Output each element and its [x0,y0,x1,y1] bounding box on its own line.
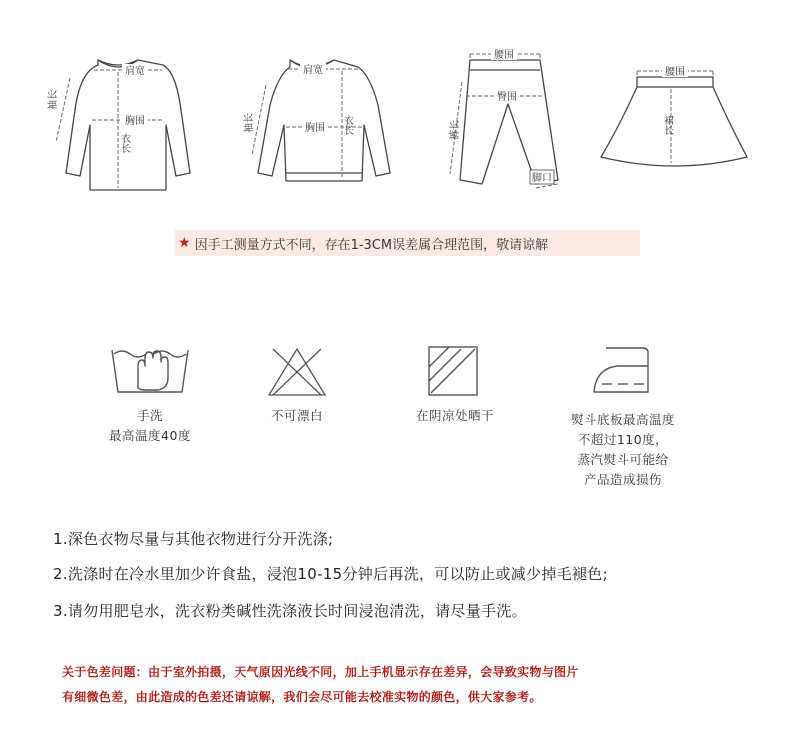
top1-shoulder-label: 肩宽 [125,66,145,77]
skirt-length-label: 裙长 [661,115,673,135]
garment-skirt-diagram [595,55,755,175]
top1-length-label: 衣长 [118,133,130,153]
shade-dry-icon [427,345,479,397]
shade-dry-label: 在阴凉处晒干 [415,408,494,423]
garment-pants-diagram [440,42,575,197]
top1-sleeve-label: 袖长 [48,90,59,110]
disclaimer-line-2: 有细微色差，由此造成的色差还请谅解，我们会尽可能去校准实物的颜色，供大家参考。 [62,690,542,704]
color-disclaimer [62,660,579,710]
instruction-line-2: 2.洗涤时在冷水里加少许食盐，浸泡10-15分钟后再洗，可以防止或减少掉毛褪色; [53,565,608,583]
measurement-note-bar [175,230,640,256]
pants-hip-label: 臀围 [497,92,517,103]
measurement-note-text: 因手工测量方式不同，存在1-3CM误差属合理范围，敬请谅解 [194,237,549,253]
star-icon: ★ [178,235,191,251]
garment-top-diagram [38,40,218,200]
instruction-line-1: 1.深色衣物尽量与其他衣物进行分开洗涤; [53,530,334,548]
hand-wash-label: 手洗 最高温度40度 [109,408,191,443]
top2-shoulder-label: 肩宽 [303,65,323,76]
top2-chest-label: 胸围 [305,123,325,134]
skirt-waist-label: 腰围 [665,67,685,78]
disclaimer-line-1: 关于色差问题：由于室外拍摄，天气原因光线不同，加上手机显示存在差异，会导致实物与图片 [62,665,579,679]
garment-sweater-diagram [230,45,410,195]
pants-hem-label: 脚口 [532,173,552,184]
iron-label: 熨斗底板最高温度 不超过110度， 蒸汽熨斗可能给 产品造成损伤 [570,412,675,487]
pants-length-label: 裤长 [450,120,461,140]
top2-sleeve-label: 袖长 [244,113,255,133]
hand-wash-icon [110,338,190,396]
top1-chest-label: 胸围 [125,116,145,127]
instruction-line-3: 3.请勿用肥皂水，洗衣粉类碱性洗涤液长时间浸泡清洗，请尽量手洗。 [53,602,527,620]
pants-waist-label: 腰围 [494,50,514,61]
top2-length-label: 衣长 [341,115,353,135]
no-bleach-label: 不可漂白 [270,408,323,423]
no-bleach-icon [265,345,329,397]
iron-icon [590,346,654,396]
